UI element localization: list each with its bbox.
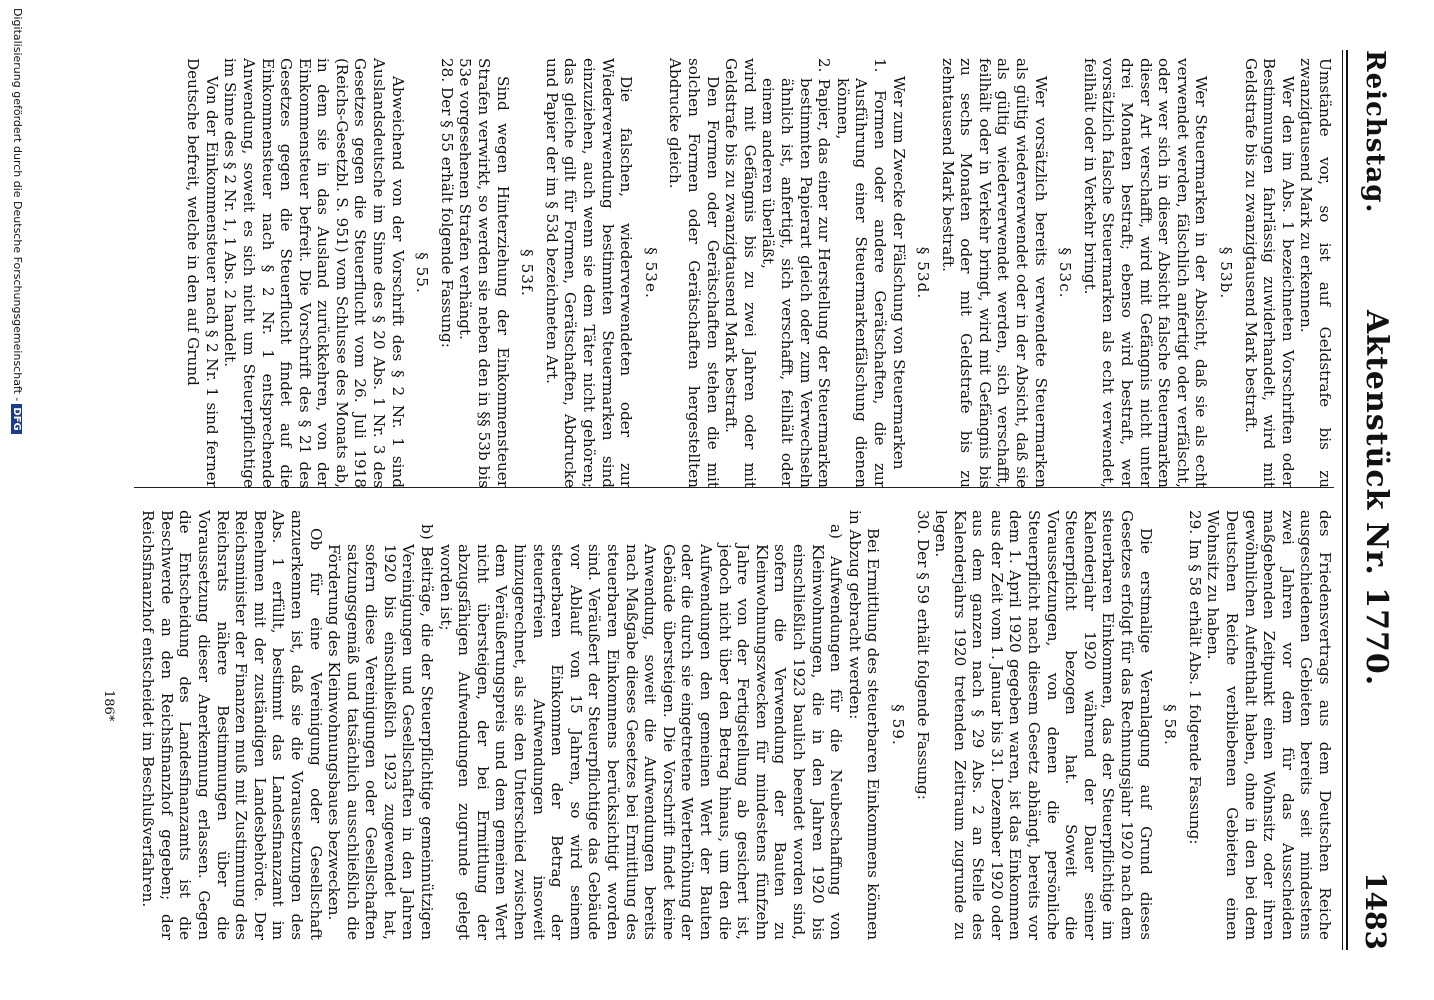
credit-text: Digitalisierung gefördert durch die Deutsche Forschungsgemeinschaft - xyxy=(11,8,24,402)
header-rule-thin xyxy=(1342,50,1343,950)
list-item: 30. Der § 59 erhält folgende Fassung: xyxy=(913,510,932,800)
header-left: Reichstag. xyxy=(1360,50,1390,214)
paragraph: Von der Einkommensteuer nach § 2 Nr. 1 sind ferner Deutsche befreit, welche in den auf Grund xyxy=(184,58,221,488)
paragraph: Sind wegen Hinterziehung der Einkommensteuer Strafen verwirkt, so werden sie neben den in §§ 53b bis 53e vorgesehenen Strafen verhängt. xyxy=(456,58,512,488)
list-item: 29. Im § 58 erhält Abs. 1 folgende Fassung: xyxy=(1185,510,1204,845)
paragraph: des Friedensvertrags aus dem Deutschen Reiche ausgeschiedenen Gebieten bereits seit mindestens zwei Jahren vor dem für das Ausscheiden maßgebenden Zeitpunkt einen Wohnsitz oder ihren gewöhnlichen Aufenthalt haben, ohne in den bei dem Deutschen Reiche verbliebenen Gebieten einen Wohnsitz zu haben. xyxy=(1204,510,1334,940)
paragraph: Umstände vor, so ist auf Geldstrafe bis zu zwanzigtausend Mark zu erkennen. xyxy=(1297,58,1334,488)
section-heading: § 53b. xyxy=(1217,246,1236,300)
section-heading: § 53c. xyxy=(1056,247,1075,299)
paragraph: Bei Ermittlung des steuerbaren Einkommens können in Abzug gebracht werden: xyxy=(845,510,883,940)
section-heading: § 53d. xyxy=(914,246,933,300)
header-rule xyxy=(1346,50,1348,950)
list-item: 2. Papier, das einer zur Herstellung der Steuermarken bestimmten Papierart gleich oder zum Verwechseln ähnlich ist, anfertigt, sich verschafft, feilhält oder einem anderen überläßt, xyxy=(759,58,834,488)
paragraph: Wer den im Abs. 1 bezeichneten Vorschriften oder Bestimmungen fahrlässig zuwiderhandelt, wird mit Geldstrafe bis zu zwanzigtausend Mark bestraft. xyxy=(1241,58,1297,488)
paragraph: wird mit Gefängnis bis zu zwei Jahren oder mit Geldstrafe bis zu zwanzigtausend Mark bestraft. xyxy=(722,58,759,488)
dfg-logo: DFG xyxy=(11,404,22,433)
page-header xyxy=(1354,50,1394,950)
digitization-credit xyxy=(11,8,24,434)
paragraph: Ob für eine Vereinigung oder Gesellschaft anzuerkennen ist, daß sie die Voraussetzungen des Abs. 1 erfüllt, bestimmt das Landesfinanzamt im Benehmen mit der zuständigen Landesbehörde. Der Reichsminister der Finanzen muß mit Zustimmung des Reichsrats nähere Bestimmungen über die Voraussetzung dieser Anerkennung erlassen. Gegen die Entscheidung des Landesfinanzamts ist die Beschwerde an den Reichsfinanzhof gegeben; der Reichsfinanzhof entscheidet im Beschlußverfahren. xyxy=(139,510,325,940)
section-heading: § 59. xyxy=(888,704,907,746)
header-page-number: 1483 xyxy=(1359,872,1392,950)
list-item: 28. Der § 55 erhält folgende Fassung: xyxy=(437,58,456,348)
paragraph: Abweichend von der Vorschrift des § 2 Nr. 1 sind Auslandsdeutsche im Sinne des § 20 Abs. 1 Nr. 3 des Gesetzes gegen die Steuerflucht vom 26. Juli 1918 (Reichs-Gesetzbl. S. 951) vom Schlusse des Monats ab, in dem sie in das Ausland zurückkehren, von der Einkommensteuer befreit. Die Vorschrift des § 21 des Gesetzes gegen die Steuerflucht findet auf die Einkommensteuer nach § 2 Nr. 1 entsprechende Anwendung, soweit es sich nicht um Steuerpflichtige im Sinne des § 2 Nr. 1, 1 Abs. 2 handelt. xyxy=(221,58,407,488)
paragraph: Wer vorsätzlich bereits verwendete Steuermarken als gültig wiederverwendet oder in der Absicht, daß sie als gültig wiederverwendet werden, sich verschafft, feilhält oder in Verkehr bringt, wird mit Gefängnis bis zu sechs Monaten oder mit Geldstrafe bis zu zehntausend Mark bestraft. xyxy=(938,58,1050,488)
header-title: Aktenstück Nr. 1770. xyxy=(1359,310,1394,687)
section-heading: § 58. xyxy=(1161,704,1180,746)
footer-page-number: 186* xyxy=(101,690,116,722)
list-item: 1. Formen oder andere Gerätschaften, die zur Ausführung einer Steuermarkenfälschung dienen können, xyxy=(833,58,889,488)
list-item: a) Aufwendungen für die Neubeschaffung von Kleinwohnungen, die in den Jahren 1920 bis einschließlich 1923 baulich beendet worden sind, sofern die Verwendung der Bauten zu Kleinwohnungszwecken für mindestens fünfzehn Jahre von der Fertigstellung ab gesichert ist, jedoch nicht über den Betrag hinaus, um den die Aufwendungen den gemeinen Wert der Bauten oder die durch sie eingetretene Werterhöhung der Gebäude übersteigen. Die Vorschrift findet keine Anwendung, soweit die Aufwendungen bereits nach Maßgabe dieses Gesetzes bei Ermittlung des steuerbaren Einkommens berücksichtigt worden sind. Veräußert der Steuerpflichtige das Gebäude vor Ablauf von 15 Jahren, so wird seinem steuerbaren Einkommen der Betrag der steuerfreien Aufwendungen insoweit hinzugerechnet, als sie den Unterschied zwischen dem Veräußerungspreis und dem gemeinen Wert nicht übersteigen, der bei Ermittlung der abzugsfähigen Aufwendungen zugrunde gelegt worden ist; xyxy=(436,524,846,940)
paragraph: Die falschen, wiederverwendeten oder zur Wiederverwendung bestimmten Steuermarken sind einzuziehen, auch wenn sie dem Täter nicht gehören; das gleiche gilt für Formen, Gerätschaften, Abdrucke und Papier der im § 53d bezeichneten Art. xyxy=(542,58,636,488)
column-divider xyxy=(134,487,1334,488)
section-heading: § 53e. xyxy=(641,247,660,299)
section-heading: § 55. xyxy=(413,252,432,294)
section-heading: § 53f. xyxy=(518,249,537,297)
paragraph: Wer Steuermarken in der Absicht, daß sie als echt verwendet werden, fälschlich anfertigt oder verfälscht, oder wer sich in dieser Absicht falsche Steuermarken dieser Art verschafft, wird mit Gefängnis nicht unter drei Monaten bestraft; ebenso wird bestraft, wer vorsätzlich falsche Steuermarken als echt verwendet, feilhält oder in Verkehr bringt. xyxy=(1080,58,1211,488)
paragraph: Den Formen oder Gerätschaften stehen die mit solchen Formen oder Gerätschaften hergestellten Abdrucke gleich. xyxy=(666,58,722,488)
paragraph: Wer zum Zwecke der Fälschung von Steuermarken xyxy=(889,76,908,470)
paragraph: Die erstmalige Veranlagung auf Grund dieses Gesetzes erfolgt für das Rechnungsjahr 1920 nach dem steuerbaren Einkommen, das der Steuerpflichtige im Kalenderjahr 1920 während der Dauer seiner Steuerpflicht bezogen hat. Soweit die Voraussetzungen, von denen die persönliche Steuerpflicht nach diesem Gesetz abhängt, bereits vor dem 1. April 1920 gegeben waren, ist das Einkommen aus der Zeit vom 1. Januar bis 31. Dezember 1920 oder aus dem ganzen nach § 29 Abs. 2 an Stelle des Kalenderjahrs 1920 tretenden Zeitraum zugrunde zu legen. xyxy=(932,510,1155,940)
right-column xyxy=(139,510,1334,940)
list-item: b) Beiträge, die der Steuerpflichtige gemeinnützigen Vereinigungen und Gesellschaften in den Jahren 1920 bis einschließlich 1923 zugewendet hat, sofern diese Vereinigungen oder Gesellschaften satzungsgemäß und tatsächlich ausschließlich die Förderung des Kleinwohnungsbaues bezwecken. xyxy=(325,524,437,940)
left-column xyxy=(184,58,1334,488)
